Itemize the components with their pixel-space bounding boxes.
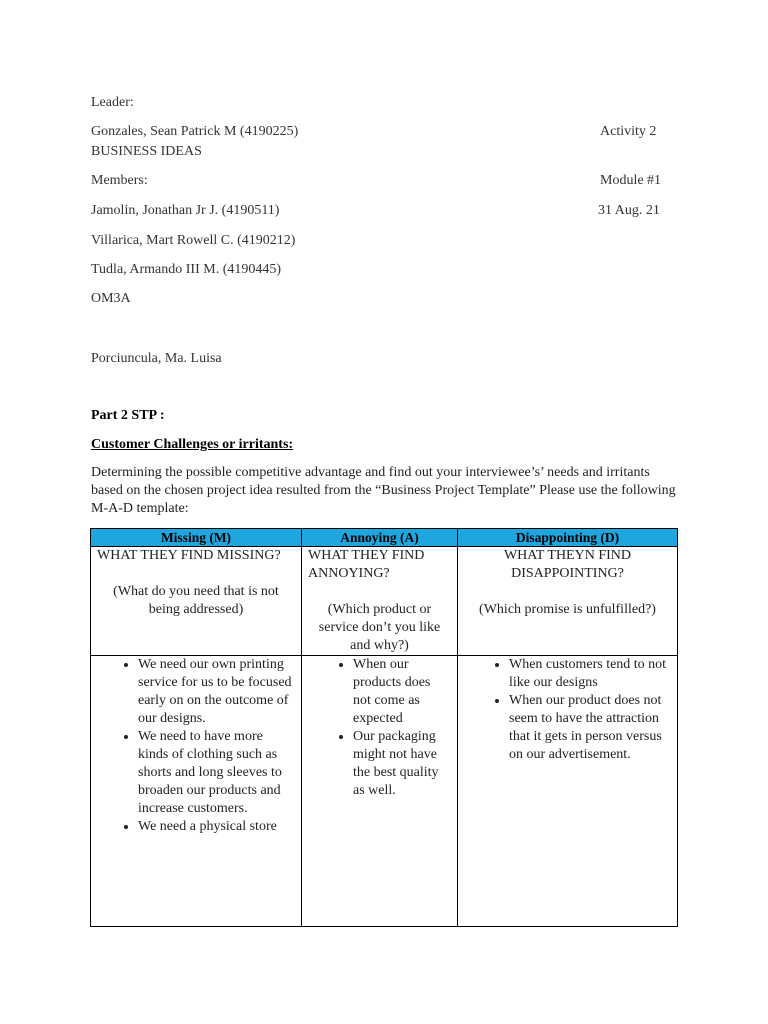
question-subtext: (Which product or service don’t you like and why?) [318, 602, 441, 653]
question-heading: WHAT THEY FIND MISSING? [97, 548, 281, 563]
header-missing: Missing (M) [91, 529, 302, 547]
header-annoying: Annoying (A) [302, 529, 458, 547]
module-label: Module #1 [600, 173, 662, 188]
section-subtitle: Customer Challenges or irritants: [91, 437, 294, 452]
part-title: Part 2 STP : [91, 408, 165, 423]
table-header-row [91, 529, 678, 547]
question-cell-missing [91, 547, 302, 656]
list-item: • We need to have more kinds of clothing such as shorts and long sleeves to broaden our products and increase customers. [138, 728, 295, 818]
question-subtext: (What do you need that is not being addressed) [113, 584, 279, 617]
members-label: Members: [91, 173, 148, 188]
document-title: BUSINESS IDEAS [91, 144, 202, 159]
leader-label: Leader: [91, 95, 134, 110]
list-item: • When our product does not seem to have the attraction that it gets in person versus on our advertisement. [509, 692, 671, 764]
header-disappointing: Disappointing (D) [458, 529, 678, 547]
mad-table [90, 528, 678, 927]
instructor-name: Porciuncula, Ma. Luisa [91, 351, 222, 366]
answer-cell-missing [91, 656, 302, 927]
question-cell-annoying [302, 547, 458, 656]
question-subtext: (Which promise is unfulfilled?) [479, 602, 656, 617]
member-name: Tudla, Armando III M. (4190445) [91, 262, 282, 277]
answer-cell-annoying [302, 656, 458, 927]
leader-name: Gonzales, Sean Patrick M (4190225) [91, 124, 299, 139]
instructions-paragraph: Determining the possible competitive advantage and find out your interviewee’s’ needs and irritants based on the chosen project idea resulted from the “Business Project Template” Please use the following M-A-D template: [91, 465, 676, 516]
date-label: 31 Aug. 21 [598, 203, 660, 218]
question-cell-disappointing [458, 547, 678, 656]
member-name: Villarica, Mart Rowell C. (4190212) [91, 233, 296, 248]
list-item: • Our packaging might not have the best quality as well. [353, 728, 451, 800]
question-row [91, 547, 678, 656]
list-item: • When our products does not come as expected [353, 656, 451, 728]
question-heading: WHAT THEYN FIND DISAPPOINTING? [503, 548, 632, 581]
list-item: • We need our own printing service for us to be focused early on on the outcome of our designs. [138, 656, 295, 728]
member-name: Jamolin, Jonathan Jr J. (4190511) [91, 203, 280, 218]
activity-label: Activity 2 [600, 124, 657, 139]
answer-cell-disappointing [458, 656, 678, 927]
section-label: OM3A [91, 291, 131, 306]
list-item: • We need a physical store [138, 818, 295, 836]
list-item: • When customers tend to not like our designs [509, 656, 671, 692]
question-heading: WHAT THEY FIND ANNOYING? [308, 548, 425, 581]
answer-row [91, 656, 678, 927]
